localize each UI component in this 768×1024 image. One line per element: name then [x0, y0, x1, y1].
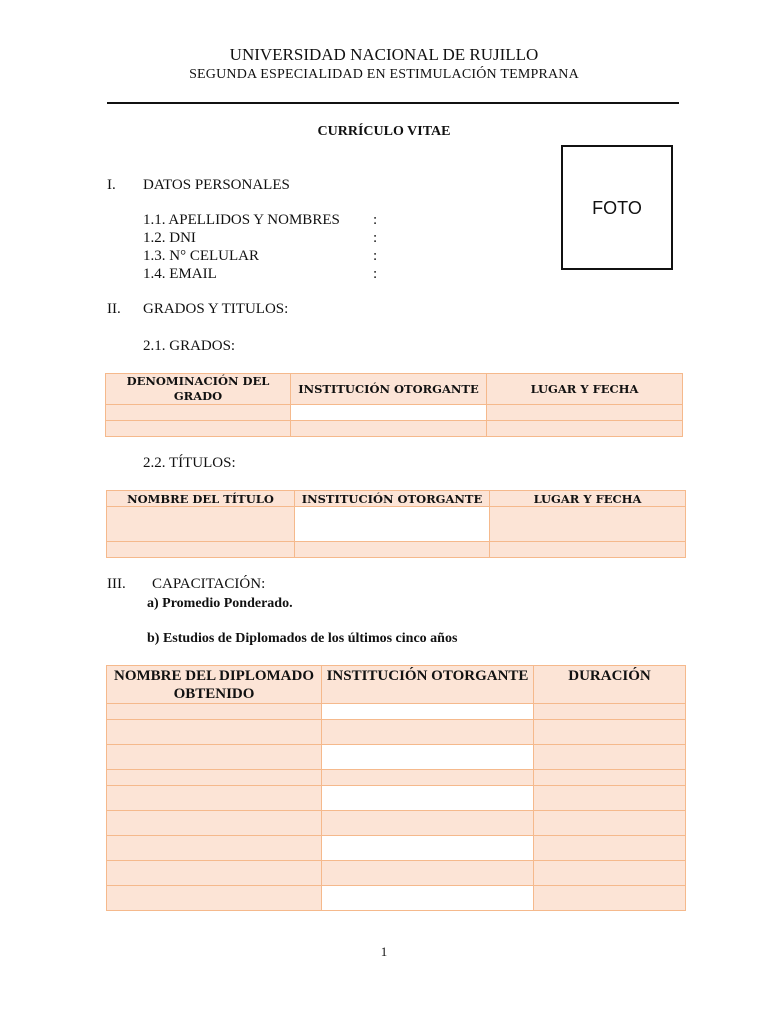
table-cell[interactable] [107, 720, 322, 745]
table-cell[interactable] [534, 861, 686, 886]
table-row [106, 405, 683, 421]
table-row [107, 770, 686, 786]
column-header: INSTITUCIÓN OTORGANTE [291, 374, 487, 405]
table-cell[interactable] [322, 811, 534, 836]
column-header: DENOMINACIÓN DEL GRADO [106, 374, 291, 405]
table-row [106, 421, 683, 437]
table-header-row [107, 666, 686, 704]
table-cell[interactable] [107, 704, 322, 720]
table-row [107, 542, 686, 558]
titulos-table [106, 490, 686, 558]
table-cell[interactable] [295, 542, 490, 558]
table-row [107, 745, 686, 770]
table-row [107, 886, 686, 911]
column-header: NOMBRE DEL TÍTULO [107, 491, 295, 507]
table-cell[interactable] [534, 770, 686, 786]
photo-box [561, 145, 673, 270]
table-cell[interactable] [534, 720, 686, 745]
item-estudios-diplomados: b) Estudios de Diplomados de los últimos cinco años [147, 631, 458, 646]
subsection-grados: 2.1. GRADOS: [143, 338, 236, 354]
field-colon: : [373, 230, 378, 246]
table-cell[interactable] [490, 542, 686, 558]
table-cell[interactable] [291, 421, 487, 437]
section-number-2: II. [107, 301, 121, 317]
table-cell[interactable] [322, 704, 534, 720]
column-header: LUGAR Y FECHA [490, 491, 686, 507]
field-label-apellidos: 1.1. APELLIDOS Y NOMBRES [143, 212, 340, 228]
table-cell[interactable] [322, 886, 534, 911]
table-cell[interactable] [107, 886, 322, 911]
table-cell[interactable] [322, 770, 534, 786]
table-row [107, 507, 686, 542]
section-title-capacitacion: CAPACITACIÓN: [152, 576, 266, 592]
table-cell[interactable] [322, 720, 534, 745]
table-cell[interactable] [490, 507, 686, 542]
table-cell[interactable] [106, 405, 291, 421]
table-cell[interactable] [487, 405, 683, 421]
table-cell[interactable] [106, 421, 291, 437]
field-colon: : [373, 266, 378, 282]
table-cell[interactable] [322, 861, 534, 886]
section-number-3: III. [107, 576, 126, 592]
table-row [107, 720, 686, 745]
table-cell[interactable] [107, 770, 322, 786]
table-cell[interactable] [107, 507, 295, 542]
table-cell[interactable] [534, 786, 686, 811]
table-cell[interactable] [487, 421, 683, 437]
university-title: UNIVERSIDAD NACIONAL DE RUJILLO [229, 45, 539, 64]
field-label-celular: 1.3. N° CELULAR [143, 248, 259, 264]
table-row [107, 811, 686, 836]
table-header-row [107, 491, 686, 507]
diplomados-table [106, 665, 686, 911]
table-row [107, 861, 686, 886]
table-cell[interactable] [534, 836, 686, 861]
field-label-email: 1.4. EMAIL [143, 266, 217, 282]
column-header: DURACIÓN [534, 666, 686, 704]
table-cell[interactable] [534, 811, 686, 836]
table-cell[interactable] [322, 745, 534, 770]
header-divider [107, 102, 679, 104]
field-colon: : [373, 248, 378, 264]
subsection-titulos: 2.2. TÍTULOS: [143, 455, 236, 471]
field-label-dni: 1.2. DNI [143, 230, 196, 246]
table-row [107, 786, 686, 811]
section-title-grados-titulos: GRADOS Y TITULOS: [143, 301, 289, 317]
column-header: INSTITUCIÓN OTORGANTE [295, 491, 490, 507]
program-subtitle: SEGUNDA ESPECIALIDAD EN ESTIMULACIÓN TEMPRANA [189, 67, 579, 82]
table-cell[interactable] [107, 861, 322, 886]
column-header: NOMBRE DEL DIPLOMADO OBTENIDO [107, 666, 322, 704]
grados-table [105, 373, 683, 437]
table-cell[interactable] [534, 745, 686, 770]
table-cell[interactable] [322, 836, 534, 861]
table-row [107, 836, 686, 861]
table-header-row [106, 374, 683, 405]
table-cell[interactable] [107, 745, 322, 770]
table-cell[interactable] [107, 811, 322, 836]
table-cell[interactable] [322, 786, 534, 811]
table-cell[interactable] [107, 836, 322, 861]
table-cell[interactable] [291, 405, 487, 421]
table-row [107, 704, 686, 720]
table-cell[interactable] [295, 507, 490, 542]
table-cell[interactable] [107, 542, 295, 558]
document-title: CURRÍCULO VITAE [317, 124, 451, 139]
item-promedio-ponderado: a) Promedio Ponderado. [147, 596, 293, 611]
field-colon: : [373, 212, 378, 228]
section-title-datos-personales: DATOS PERSONALES [143, 177, 290, 193]
column-header: INSTITUCIÓN OTORGANTE [322, 666, 534, 704]
table-cell[interactable] [534, 886, 686, 911]
photo-label: FOTO [592, 198, 642, 218]
column-header: LUGAR Y FECHA [487, 374, 683, 405]
page-number: 1 [380, 944, 388, 959]
section-number-1: I. [107, 177, 116, 193]
table-cell[interactable] [107, 786, 322, 811]
table-cell[interactable] [534, 704, 686, 720]
